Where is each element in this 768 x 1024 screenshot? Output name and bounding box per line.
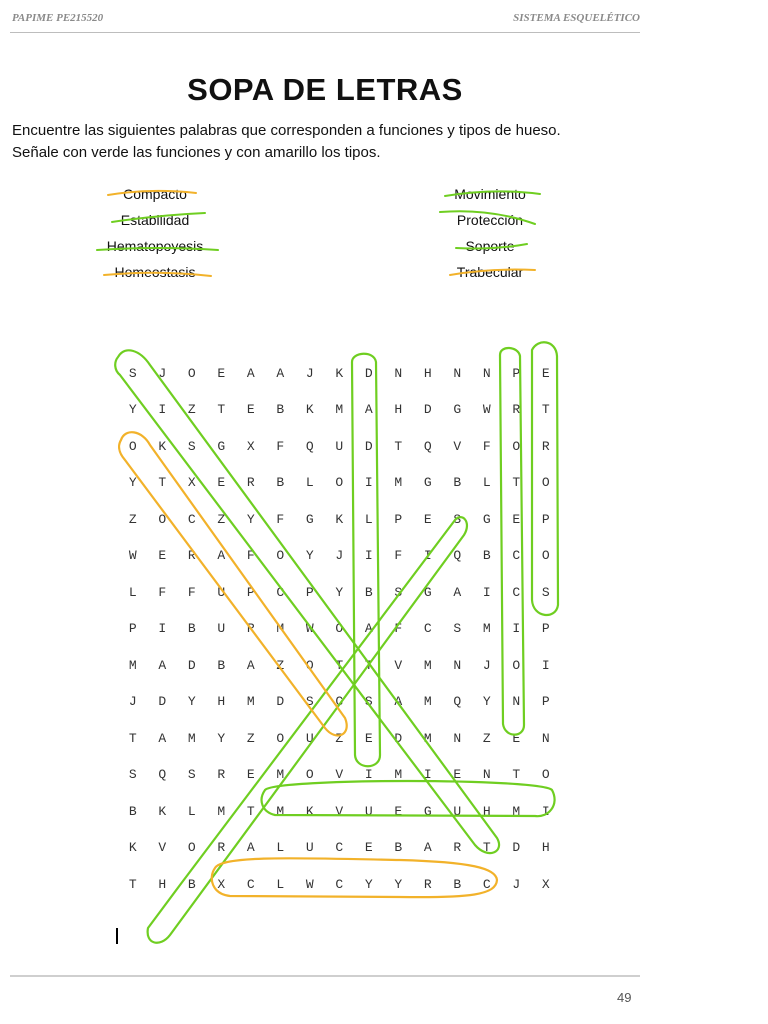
grid-cell: G [423, 803, 432, 819]
grid-cell: F [276, 438, 285, 454]
grid-cell: S [453, 621, 462, 637]
grid-cell: R [217, 840, 226, 856]
grid-cell: P [246, 584, 255, 600]
grid-cell: U [335, 438, 344, 454]
word-list-right [390, 181, 590, 285]
grid-cell: M [276, 767, 285, 783]
grid-cell: D [364, 365, 373, 381]
grid-cell: O [158, 511, 167, 527]
grid-cell: Z [482, 730, 491, 746]
grid-cell: A [246, 365, 255, 381]
grid-cell: P [541, 621, 550, 637]
grid-cell: J [512, 876, 521, 892]
grid-cell: T [482, 840, 491, 856]
grid-cell: L [364, 511, 373, 527]
grid-cell: H [423, 365, 432, 381]
grid-cell: J [305, 365, 314, 381]
grid-row [118, 392, 561, 429]
grid-cell: D [364, 438, 373, 454]
grid-cell: Y [364, 876, 373, 892]
grid-cell: M [217, 803, 226, 819]
grid-cell: B [276, 402, 285, 418]
grid-cell: T [541, 402, 550, 418]
instruction-line-2: Señale con verde las funciones y con amarillo los tipos. [12, 144, 381, 161]
grid-cell: I [512, 621, 521, 637]
grid-cell: D [423, 402, 432, 418]
grid-cell: M [482, 621, 491, 637]
grid-cell: A [423, 840, 432, 856]
grid-cell: D [394, 730, 403, 746]
grid-cell: J [158, 365, 167, 381]
grid-cell: F [158, 584, 167, 600]
grid-cell: O [335, 621, 344, 637]
grid-cell: E [394, 803, 403, 819]
grid-cell: T [158, 475, 167, 491]
grid-cell: R [246, 475, 255, 491]
grid-cell: K [305, 803, 314, 819]
grid-cell: L [276, 840, 285, 856]
grid-cell: E [158, 548, 167, 564]
grid-cell: W [128, 548, 137, 564]
grid-cell: C [187, 511, 196, 527]
grid-cell: E [541, 365, 550, 381]
grid-row [118, 757, 561, 794]
grid-cell: A [394, 694, 403, 710]
grid-cell: F [394, 621, 403, 637]
grid-cell: T [246, 803, 255, 819]
grid-cell: H [482, 803, 491, 819]
grid-cell: I [364, 548, 373, 564]
grid-cell: I [364, 475, 373, 491]
grid-cell: R [217, 767, 226, 783]
grid-cell: O [276, 730, 285, 746]
grid-cell: Z [335, 730, 344, 746]
grid-cell: K [335, 365, 344, 381]
letter-grid [118, 355, 561, 903]
grid-cell: V [335, 767, 344, 783]
grid-row [118, 866, 561, 903]
grid-cell: M [276, 803, 285, 819]
grid-cell: A [217, 548, 226, 564]
grid-cell: M [423, 657, 432, 673]
grid-cell: T [512, 475, 521, 491]
grid-row [118, 793, 561, 830]
grid-cell: R [187, 548, 196, 564]
grid-cell: R [423, 876, 432, 892]
grid-cell: R [246, 621, 255, 637]
grid-cell: U [217, 584, 226, 600]
grid-cell: O [187, 365, 196, 381]
grid-cell: X [187, 475, 196, 491]
text-cursor [116, 928, 118, 944]
grid-cell: B [276, 475, 285, 491]
grid-cell: A [158, 657, 167, 673]
grid-cell: Y [128, 475, 137, 491]
grid-cell: O [541, 475, 550, 491]
grid-cell: M [512, 803, 521, 819]
grid-cell: C [335, 694, 344, 710]
grid-cell: H [158, 876, 167, 892]
grid-cell: Y [482, 694, 491, 710]
grid-cell: W [482, 402, 491, 418]
grid-cell: G [217, 438, 226, 454]
grid-cell: R [453, 840, 462, 856]
grid-cell: G [305, 511, 314, 527]
grid-cell: A [276, 365, 285, 381]
grid-cell: C [335, 876, 344, 892]
page-title: SOPA DE LETRAS [187, 72, 463, 107]
grid-cell: A [158, 730, 167, 746]
grid-cell: D [187, 657, 196, 673]
grid-cell: C [482, 876, 491, 892]
grid-cell: I [158, 621, 167, 637]
grid-cell: N [453, 730, 462, 746]
word-list-left [55, 181, 255, 285]
grid-cell: E [364, 840, 373, 856]
grid-row [118, 538, 561, 575]
grid-cell: C [246, 876, 255, 892]
grid-cell: H [217, 694, 226, 710]
grid-cell: D [512, 840, 521, 856]
grid-cell: B [482, 548, 491, 564]
grid-cell: M [394, 767, 403, 783]
grid-cell: M [423, 730, 432, 746]
grid-cell: Y [394, 876, 403, 892]
grid-cell: S [541, 584, 550, 600]
grid-cell: K [158, 803, 167, 819]
word-soporte: Soporte [465, 238, 515, 254]
grid-cell: O [541, 548, 550, 564]
grid-cell: J [482, 657, 491, 673]
grid-cell: P [512, 365, 521, 381]
instructions [12, 120, 652, 164]
grid-cell: K [335, 511, 344, 527]
grid-cell: U [305, 730, 314, 746]
grid-cell: Q [158, 767, 167, 783]
grid-cell: Y [335, 584, 344, 600]
grid-cell: Q [423, 438, 432, 454]
grid-cell: B [128, 803, 137, 819]
grid-cell: P [541, 511, 550, 527]
grid-cell: E [512, 730, 521, 746]
grid-cell: X [541, 876, 550, 892]
grid-cell: J [128, 694, 137, 710]
grid-cell: S [187, 767, 196, 783]
grid-cell: L [128, 584, 137, 600]
grid-cell: G [482, 511, 491, 527]
grid-cell: N [482, 767, 491, 783]
grid-cell: W [305, 876, 314, 892]
grid-cell: O [512, 438, 521, 454]
grid-cell: M [423, 694, 432, 710]
word-movimiento: Movimiento [454, 186, 526, 202]
grid-cell: R [541, 438, 550, 454]
grid-cell: B [187, 621, 196, 637]
header-left-code: PAPIME PE215520 [12, 12, 104, 24]
grid-cell: N [453, 365, 462, 381]
grid-cell: N [541, 730, 550, 746]
grid-cell: C [512, 548, 521, 564]
grid-cell: L [276, 876, 285, 892]
grid-cell: S [128, 365, 137, 381]
grid-cell: E [512, 511, 521, 527]
grid-cell: G [423, 584, 432, 600]
grid-cell: U [453, 803, 462, 819]
grid-cell: V [158, 840, 167, 856]
grid-cell: S [187, 438, 196, 454]
grid-row [118, 574, 561, 611]
grid-cell: M [276, 621, 285, 637]
grid-cell: L [482, 475, 491, 491]
grid-cell: Y [187, 694, 196, 710]
grid-cell: D [158, 694, 167, 710]
header-right-subject: SISTEMA ESQUELÉTICO [513, 12, 640, 24]
grid-cell: T [335, 657, 344, 673]
grid-cell: C [512, 584, 521, 600]
grid-cell: Y [128, 402, 137, 418]
grid-cell: M [246, 694, 255, 710]
grid-cell: O [305, 657, 314, 673]
grid-cell: M [335, 402, 344, 418]
grid-cell: Q [305, 438, 314, 454]
grid-cell: O [276, 548, 285, 564]
grid-cell: E [217, 475, 226, 491]
page-header [10, 10, 640, 33]
grid-cell: M [128, 657, 137, 673]
grid-row [118, 428, 561, 465]
grid-cell: A [364, 402, 373, 418]
word-hematopoyesis: Hematopoyesis [106, 238, 204, 254]
grid-cell: I [541, 803, 550, 819]
grid-cell: I [423, 767, 432, 783]
grid-cell: P [541, 694, 550, 710]
grid-row [118, 684, 561, 721]
grid-cell: E [246, 767, 255, 783]
grid-cell: N [482, 365, 491, 381]
grid-cell: A [246, 657, 255, 673]
grid-cell: M [394, 475, 403, 491]
grid-cell: J [335, 548, 344, 564]
grid-cell: Z [128, 511, 137, 527]
grid-cell: X [217, 876, 226, 892]
instruction-line-1: Encuentre las siguientes palabras que corresponden a funciones y tipos de hueso. [12, 122, 561, 139]
grid-cell: V [394, 657, 403, 673]
grid-cell: L [305, 475, 314, 491]
footer-divider [10, 975, 640, 977]
page-number: 49 [617, 990, 632, 1005]
grid-cell: M [187, 730, 196, 746]
word-proteccion: Protección [456, 212, 524, 228]
grid-cell: I [158, 402, 167, 418]
grid-cell: I [482, 584, 491, 600]
grid-cell: F [482, 438, 491, 454]
grid-cell: F [187, 584, 196, 600]
grid-cell: U [217, 621, 226, 637]
grid-row [118, 501, 561, 538]
grid-cell: G [423, 475, 432, 491]
grid-cell: O [305, 767, 314, 783]
grid-cell: O [128, 438, 137, 454]
grid-cell: U [305, 840, 314, 856]
grid-cell: C [423, 621, 432, 637]
grid-cell: C [276, 584, 285, 600]
grid-cell: K [128, 840, 137, 856]
grid-row [118, 465, 561, 502]
grid-cell: P [128, 621, 137, 637]
grid-cell: C [335, 840, 344, 856]
grid-cell: H [394, 402, 403, 418]
word-homeostasis: Homeostasis [114, 264, 196, 280]
grid-cell: E [423, 511, 432, 527]
grid-cell: T [128, 730, 137, 746]
grid-cell: Y [246, 511, 255, 527]
word-estabilidad: Estabilidad [120, 212, 190, 228]
grid-cell: K [305, 402, 314, 418]
grid-cell: O [541, 767, 550, 783]
grid-cell: B [453, 475, 462, 491]
grid-cell: S [364, 694, 373, 710]
grid-row [118, 355, 561, 392]
grid-cell: Y [305, 548, 314, 564]
grid-cell: S [453, 511, 462, 527]
grid-cell: P [394, 511, 403, 527]
grid-cell: Z [276, 657, 285, 673]
grid-cell: D [276, 694, 285, 710]
grid-cell: G [453, 402, 462, 418]
grid-row [118, 647, 561, 684]
grid-cell: B [453, 876, 462, 892]
grid-cell: E [246, 402, 255, 418]
grid-cell: T [364, 657, 373, 673]
grid-cell: P [305, 584, 314, 600]
grid-cell: S [305, 694, 314, 710]
grid-cell: S [128, 767, 137, 783]
grid-cell: I [364, 767, 373, 783]
grid-cell: T [394, 438, 403, 454]
grid-cell: N [453, 657, 462, 673]
grid-row [118, 611, 561, 648]
grid-cell: H [541, 840, 550, 856]
grid-cell: E [453, 767, 462, 783]
grid-cell: Z [187, 402, 196, 418]
grid-cell: F [246, 548, 255, 564]
grid-cell: A [453, 584, 462, 600]
grid-cell: R [512, 402, 521, 418]
grid-cell: I [423, 548, 432, 564]
grid-cell: B [217, 657, 226, 673]
grid-cell: A [364, 621, 373, 637]
grid-cell: E [217, 365, 226, 381]
grid-cell: W [305, 621, 314, 637]
grid-cell: V [453, 438, 462, 454]
grid-cell: N [512, 694, 521, 710]
grid-cell: T [217, 402, 226, 418]
grid-cell: Z [217, 511, 226, 527]
word-trabecular: Trabecular [456, 264, 524, 280]
grid-cell: T [128, 876, 137, 892]
grid-cell: S [394, 584, 403, 600]
grid-row [118, 830, 561, 867]
grid-cell: B [364, 584, 373, 600]
grid-row [118, 720, 561, 757]
word-compacto: Compacto [123, 186, 187, 202]
grid-cell: O [187, 840, 196, 856]
grid-cell: T [512, 767, 521, 783]
grid-cell: A [246, 840, 255, 856]
grid-cell: Q [453, 694, 462, 710]
grid-cell: K [158, 438, 167, 454]
grid-cell: O [512, 657, 521, 673]
grid-cell: E [364, 730, 373, 746]
grid-cell: X [246, 438, 255, 454]
grid-cell: L [187, 803, 196, 819]
grid-cell: O [335, 475, 344, 491]
grid-cell: B [394, 840, 403, 856]
grid-cell: U [364, 803, 373, 819]
grid-cell: N [394, 365, 403, 381]
grid-cell: V [335, 803, 344, 819]
grid-cell: I [541, 657, 550, 673]
grid-cell: Q [453, 548, 462, 564]
grid-cell: F [394, 548, 403, 564]
grid-cell: Y [217, 730, 226, 746]
grid-cell: F [276, 511, 285, 527]
grid-cell: Z [246, 730, 255, 746]
grid-cell: B [187, 876, 196, 892]
